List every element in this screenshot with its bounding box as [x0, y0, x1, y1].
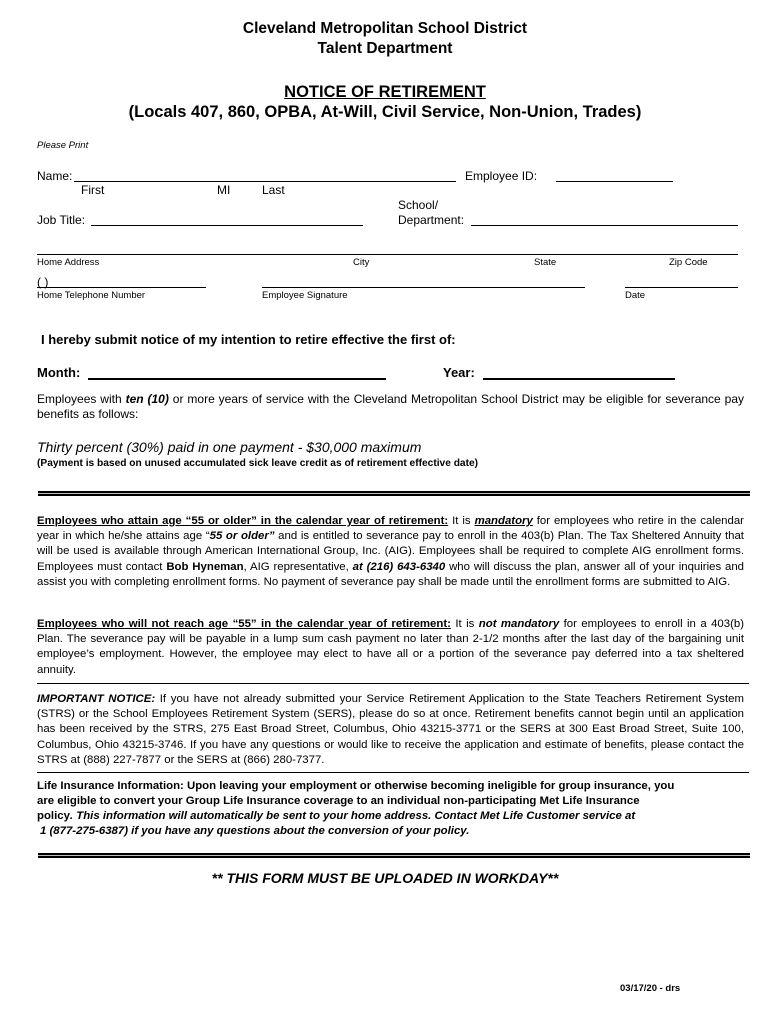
month-input[interactable] — [90, 362, 384, 376]
important-notice-paragraph: IMPORTANT NOTICE: If you have not already submitted your Service Retirement Application to the State Teachers Retirement System (STRS) or the School Employees Retirement System (SERS), please do so at once. Retirement benefits cannot begin until an application has been received by the STRS, 275 East Broad Street, Columbus, Ohio 43215-3771 or the SERS at 300 East Broad Street, Suite 100, Columbus, Ohio 43215-3746. If you have any questions or would like to receive the application and estimate of benefits, please contact the STRS at (888) 227-7877 or the SERS at (866) 280-7377. — [37, 693, 744, 766]
please-print-note: Please Print — [37, 140, 89, 151]
year-line — [483, 378, 675, 380]
retirement-intent-statement: I hereby submit notice of my intention to retire effective the first of: — [41, 332, 456, 347]
upload-instruction: ** THIS FORM MUST BE UPLOADED IN WORKDAY** — [211, 870, 559, 886]
org-name: Cleveland Metropolitan School District — [242, 20, 528, 37]
phone-line — [37, 287, 206, 288]
last-name-label: Last — [262, 183, 285, 197]
year-label: Year: — [443, 365, 475, 380]
footer-code: 03/17/20 - drs — [620, 983, 681, 994]
employee-id-line — [556, 181, 673, 182]
job-title-label: Job Title: — [37, 213, 86, 227]
month-label: Month: — [37, 365, 81, 380]
home-phone-label: Home Telephone Number — [37, 290, 146, 301]
state-label: State — [534, 257, 557, 268]
month-line — [88, 378, 386, 380]
under-55-paragraph: Employees who will not reach age “55” in the calendar year of retirement: It is not mandatory for employees to enroll in a 403(b) Plan. The severance pay will be payable in a lump sum cash payment no later than 2-1/2 months after the last day of the bargaining unit employee’s employment. However, the employee may elect to have all or a portion of the severance pay deferred into a tax sheltered annuity. — [37, 618, 745, 676]
employee-id-label: Employee ID: — [465, 169, 538, 183]
date-input[interactable] — [627, 273, 737, 287]
life-insurance-line-1: Life Insurance Information: Upon leaving your employment or otherwise becoming ineligible for group insurance, you — [37, 780, 675, 792]
life-insurance-line-4: 1 (877-275-6387) if you have any questions about the conversion of your policy. — [40, 825, 470, 837]
divider — [37, 772, 749, 773]
divider — [38, 491, 750, 496]
name-line — [74, 181, 456, 182]
job-title-line — [91, 225, 363, 226]
thirty-percent-text: Thirty percent (30%) paid in one payment - $30,000 maximum — [37, 439, 422, 455]
job-title-input[interactable] — [93, 211, 361, 225]
phone-input[interactable] — [80, 273, 204, 287]
department-line — [471, 225, 738, 226]
address-line — [37, 254, 738, 255]
divider — [37, 683, 749, 684]
employee-id-input[interactable] — [558, 167, 672, 181]
signature-label: Employee Signature — [262, 290, 348, 301]
home-address-label: Home Address — [37, 257, 100, 268]
school-label: School/ — [398, 198, 439, 212]
life-insurance-line-3: policy. This information will automatically be sent to your home address. Contact Met Life Customer service at — [37, 810, 636, 822]
page-title: NOTICE OF RETIREMENT — [284, 83, 486, 101]
divider — [38, 853, 750, 858]
name-input[interactable] — [76, 167, 454, 181]
department-label: Department: — [398, 213, 465, 227]
zip-code-label: Zip Code — [669, 257, 708, 268]
eligibility-text: Employees with ten (10) or more years of service with the Cleveland Metropolitan School District may be eligible for severance pay benefits as follows: — [37, 392, 744, 421]
city-label: City — [353, 257, 370, 268]
payment-basis-note: (Payment is based on unused accumulated sick leave credit as of retirement effective date) — [37, 458, 479, 469]
address-input[interactable] — [39, 239, 736, 253]
year-input[interactable] — [485, 362, 673, 376]
page-subtitle: (Locals 407, 860, OPBA, At-Will, Civil Service, Non-Union, Trades) — [128, 103, 642, 121]
name-label: Name: — [37, 169, 73, 183]
life-insurance-line-2: are eligible to convert your Group Life Insurance coverage to an individual non-participating Met Life Insurance — [37, 795, 640, 807]
date-line — [625, 287, 738, 288]
department-name: Talent Department — [317, 40, 453, 57]
signature-input[interactable] — [264, 273, 584, 287]
first-name-label: First — [81, 183, 105, 197]
signature-line — [262, 287, 585, 288]
phone-area-code: ( ) — [37, 275, 49, 289]
department-input[interactable] — [473, 211, 737, 225]
middle-initial-label: MI — [217, 183, 231, 197]
date-label: Date — [625, 290, 646, 301]
age-55-or-older-paragraph: Employees who attain age “55 or older” in the calendar year of retirement: It is mandatory for employees who retire in the calendar year in which he/she attains age “55 or older” and is entitled to severance pay to enroll in the 403(b) Plan. The Tax Sheltered Annuity that will be used is available through American International Group, Inc. (AIG). Employees shall be required to complete AIG enrollment forms. Employees must contact Bob Hyneman, AIG representative, at (216) 643-6340 who will discuss the plan, answer all of your inquiries and assist you with completing enrollment forms. No payment of severance pay shall be made until the enrollment forms are submitted to AIG. — [37, 515, 745, 588]
